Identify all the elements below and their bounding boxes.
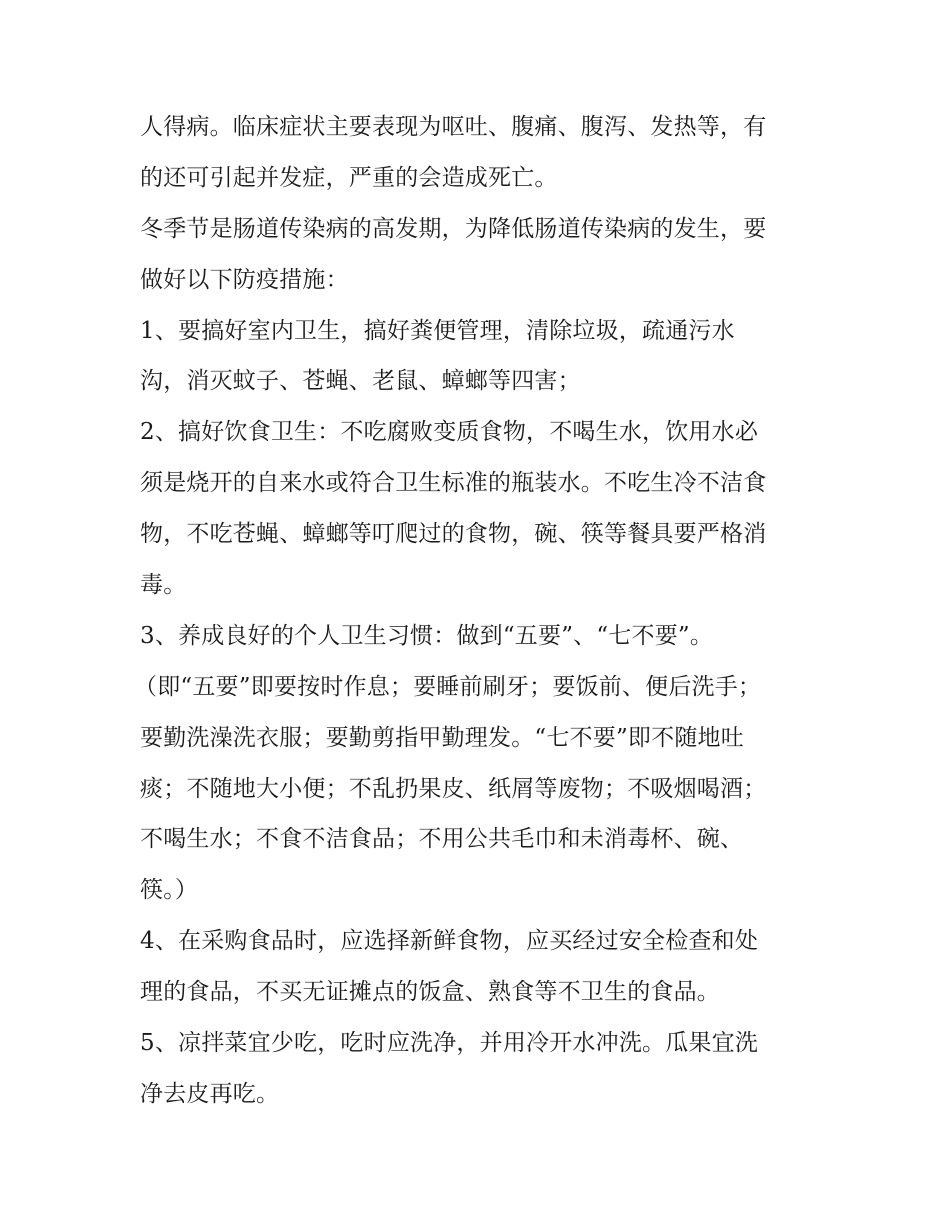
- text-line: 4、在采购食品时，应选择新鲜食物，应买经过安全检查和处: [140, 928, 759, 955]
- text-line: 的还可引起并发症，严重的会造成死亡。: [140, 164, 558, 191]
- text-line: 3、养成良好的个人卫生习惯：做到“五要”、“七不要”。: [140, 622, 714, 649]
- text-line: 做好以下防疫措施：: [140, 266, 349, 293]
- text-line: 不喝生水；不食不洁食品；不用公共毛巾和未消毒杯、碗、: [140, 826, 744, 853]
- text-line: 须是烧开的自来水或符合卫生标准的瓶装水。不吃生冷不洁食: [140, 470, 767, 497]
- text-line: 5、凉拌菜宜少吃，吃时应洗净，并用冷开水冲洗。瓜果宜洗: [140, 1030, 759, 1057]
- text-line: 人得病。临床症状主要表现为呕吐、腹痛、腹泻、发热等，有: [140, 114, 767, 140]
- text-line: 1、要搞好室内卫生，搞好粪便管理，清除垃圾，疏通污水: [140, 317, 735, 344]
- text-line: 痰；不随地大小便；不乱扔果皮、纸屑等废物；不吸烟喝酒；: [140, 775, 767, 802]
- text-line: 物，不吃苍蝇、蟑螂等叮爬过的食物，碗、筷等餐具要严格消: [140, 521, 767, 548]
- text-line: 2、搞好饮食卫生：不吃腐败变质食物，不喝生水，饮用水必: [140, 419, 759, 446]
- text-line: 理的食品，不买无证摊点的饭盒、熟食等不卫生的食品。: [140, 979, 720, 1006]
- text-line: 筷。）: [140, 877, 199, 904]
- text-line: 毒。: [140, 572, 187, 599]
- document-body: [134, 102, 820, 1120]
- text-line: 沟，消灭蚊子、苍蝇、老鼠、蟑螂等四害；: [140, 368, 581, 395]
- text-line: 净去皮再吃。: [140, 1080, 280, 1107]
- text-line: （即“五要”即要按时作息；要睡前刷牙；要饭前、便后洗手；: [134, 673, 762, 700]
- text-line: 要勤洗澡洗衣服；要勤剪指甲勤理发。“七不要”即不随地吐: [140, 724, 744, 751]
- text-line: 冬季节是肠道传染病的高发期，为降低肠道传染病的发生，要: [140, 215, 767, 242]
